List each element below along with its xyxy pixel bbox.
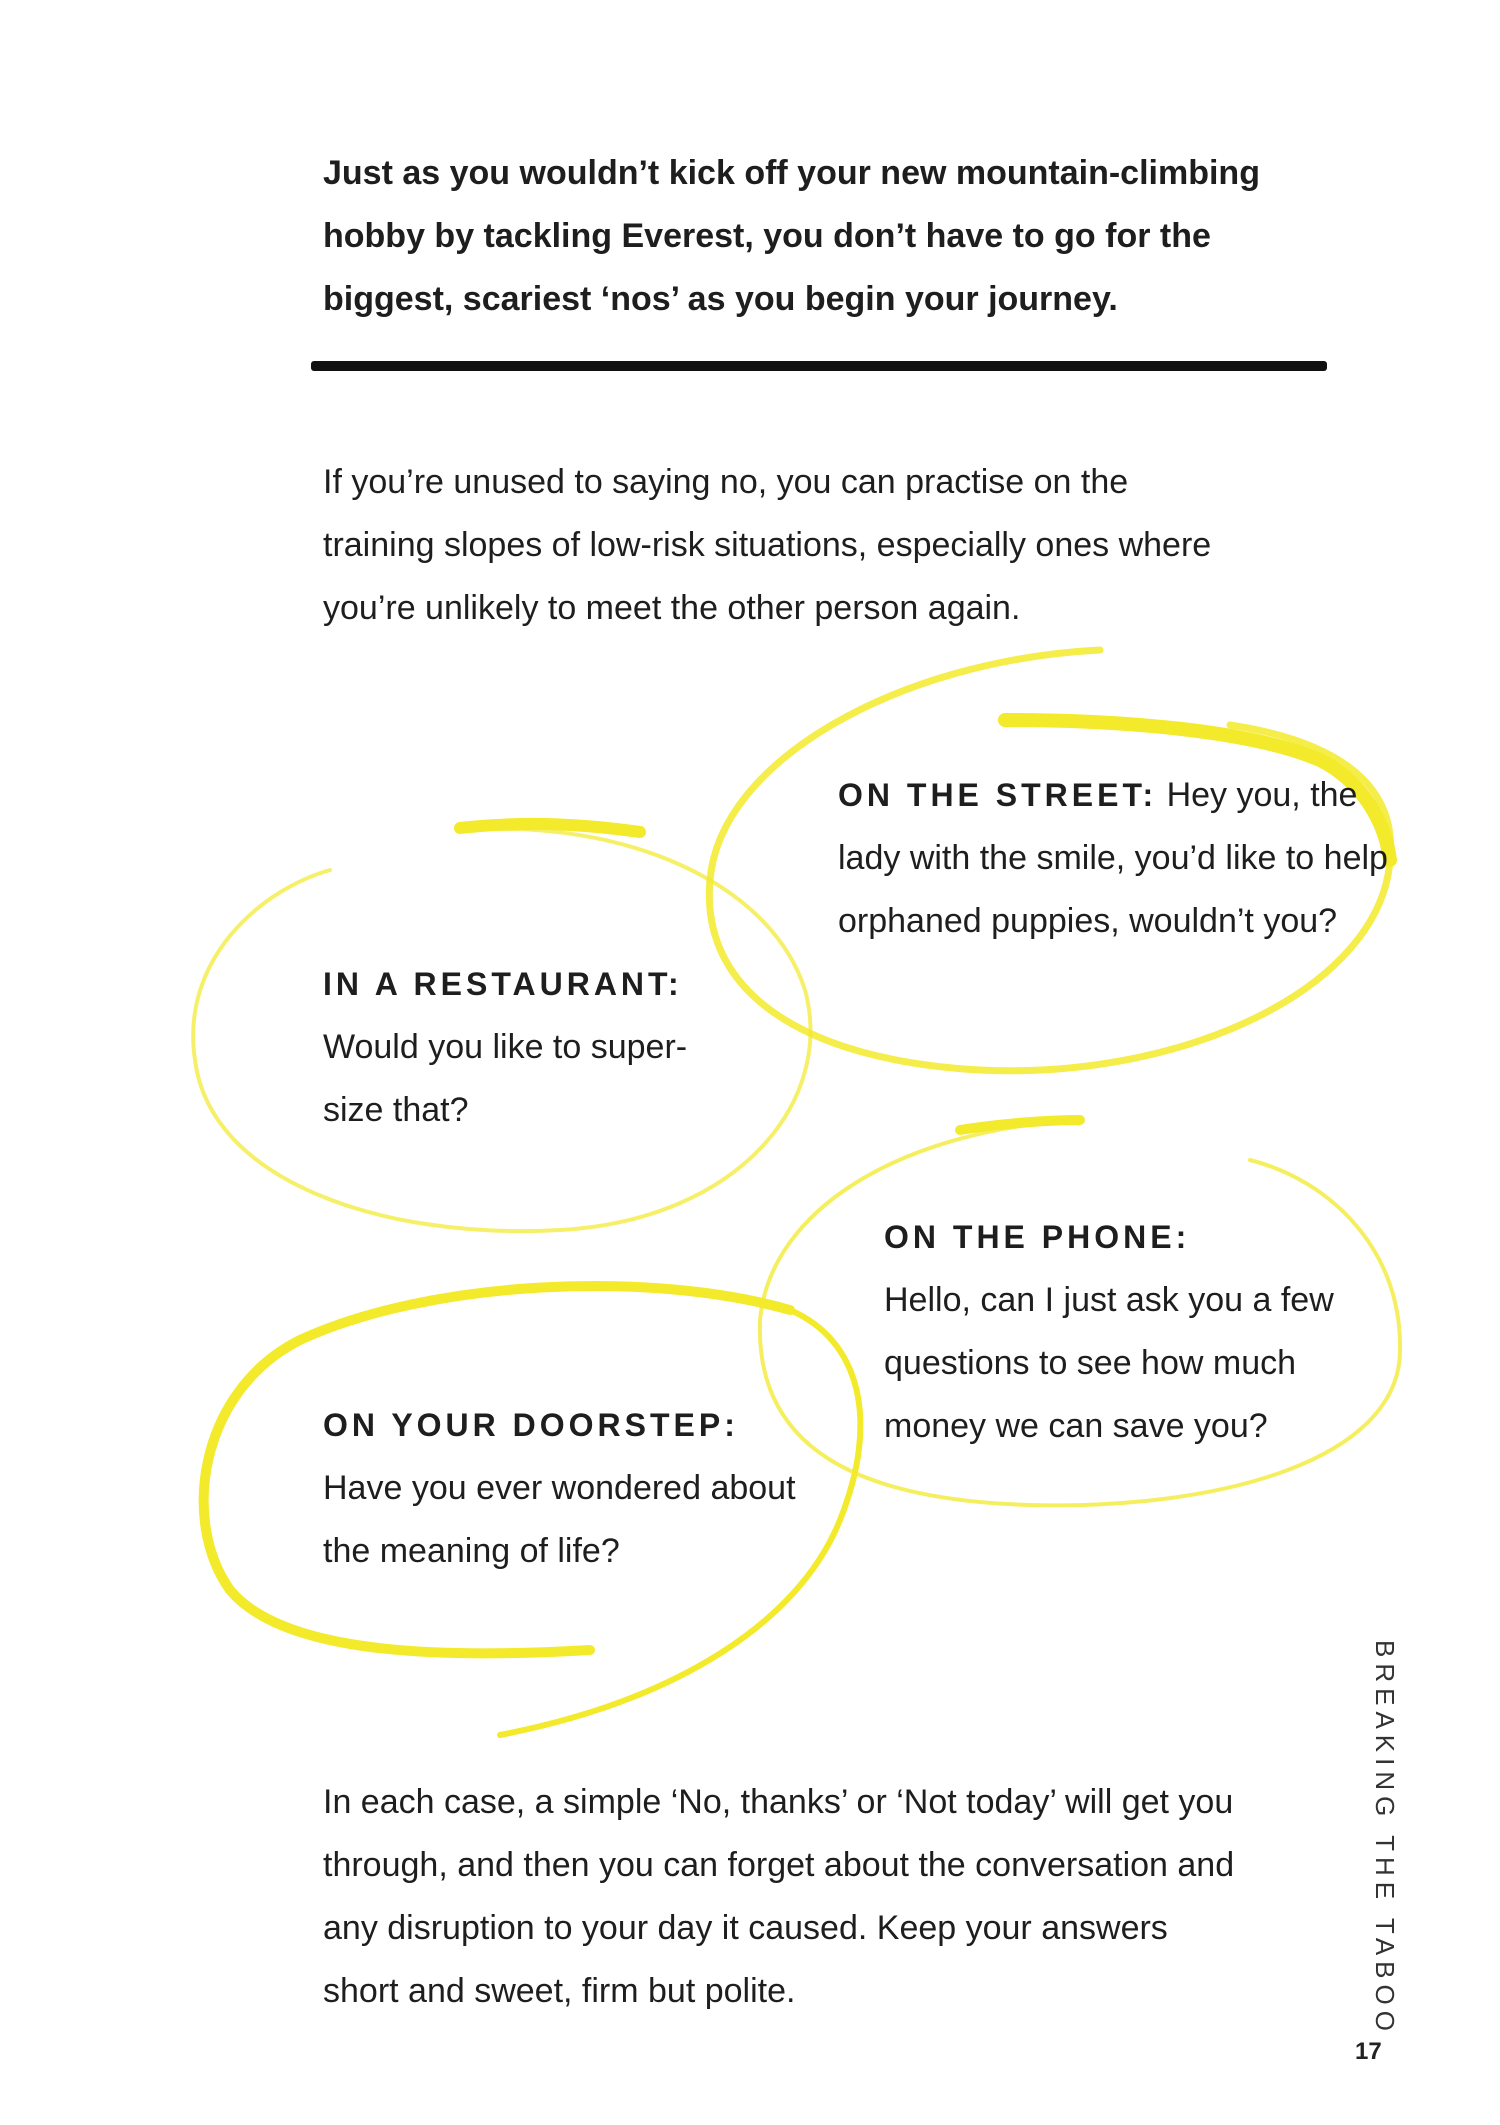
scenario-text: Hey you, the lady with the smile, you’d like to help orphaned puppies, wouldn’t you? xyxy=(838,776,1388,940)
scenario-restaurant xyxy=(323,953,743,1142)
scenario-heading: ON THE PHONE: xyxy=(884,1219,1191,1255)
pull-quote: Just as you wouldn’t kick off your new mountain-climbing hobby by tackling Everest, you don’t have to go for the biggest, scariest ‘nos’ as you begin your journey. xyxy=(323,154,1260,318)
scenario-doorstep xyxy=(323,1394,843,1583)
section-label: BREAKING THE TABOO xyxy=(1370,1640,1400,2037)
scenario-heading: ON YOUR DOORSTEP: xyxy=(323,1407,739,1443)
page-number: 17 xyxy=(1355,2038,1382,2065)
intro-paragraph: If you’re unused to saying no, you can practise on the training slopes of low-risk situations, especially ones where you’re unlikely to meet the other person again. xyxy=(323,463,1212,627)
closing-paragraph: In each case, a simple ‘No, thanks’ or ‘Not today’ will get you through, and then you can forget about the conversation and any disruption to your day it caused. Keep your answers short and sweet, firm but polite. xyxy=(323,1783,1235,2010)
scenario-text: Have you ever wondered about the meaning of life? xyxy=(323,1469,796,1570)
scenario-heading: IN A RESTAURANT: xyxy=(323,966,683,1002)
scenario-phone xyxy=(884,1206,1364,1458)
scenario-heading: ON THE STREET: xyxy=(838,777,1158,813)
scenario-street xyxy=(838,764,1398,953)
scenario-text: Would you like to super-size that? xyxy=(323,1028,688,1129)
scenario-text: Hello, can I just ask you a few questions to see how much money we can save you? xyxy=(884,1281,1334,1445)
